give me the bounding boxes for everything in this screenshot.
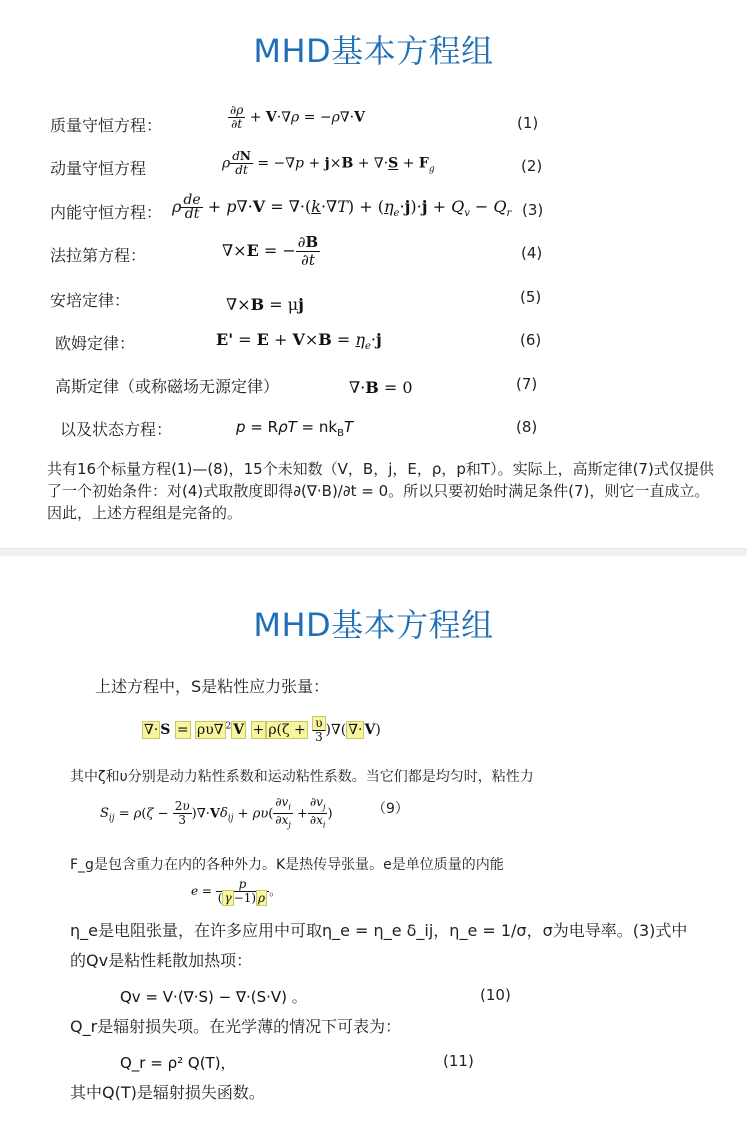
- viscous-equation: ∇· S = ρυ∇ $^2$ V + ρ(ζ + $\frac{\upsilon}{3}$ )∇( ∇· V): [144, 716, 381, 744]
- equation-number: (2): [521, 157, 543, 175]
- equation-ohm: $E' = E + V\times B = \eta_e\cdot j$: [216, 330, 382, 353]
- equation-ampere: ∇×B = μj: [226, 295, 304, 314]
- equation-gauss: ∇·B = 0: [349, 378, 413, 397]
- row-label-faraday: 法拉第方程：: [50, 246, 147, 265]
- coefficient-text: 其中ζ和υ分别是动力粘性系数和运动粘性系数。当它们都是均匀时，粘性力: [70, 769, 534, 785]
- equation-number: (6): [520, 331, 542, 349]
- equation-number: (7): [516, 375, 538, 393]
- eta-text-line2: 的Qv是粘性耗散加热项：: [70, 951, 253, 970]
- row-label-ampere: 安培定律：: [50, 291, 131, 310]
- equation-number: （9）: [372, 801, 409, 817]
- row-label-state: 以及状态方程：: [60, 420, 173, 439]
- equation-number: (4): [521, 244, 543, 262]
- equation-energy: ρ $\frac{de}{dt}$ + $p\nabla\cdot V = \nabla\cdot(k\cdot\nabla T) + (\eta_e\cdot j)\cdot j + Q_v - Q_r$: [172, 192, 512, 222]
- final-text: 其中Q(T)是辐射损失函数。: [70, 1083, 265, 1102]
- slide-title: MHD基本方程组: [253, 32, 494, 70]
- sij-equation: $S_{ij} = \rho(\zeta$ − $\frac{2\upsilon}{3}$ )$\nabla\cdot V\delta_{ij} + \rho\upsilon$( $\frac{\partial v_i}{\partial x_j}$ + $\frac{\partial v_j}{\partial x_i}$ ): [100, 795, 333, 830]
- equation-number: (10): [480, 986, 511, 1004]
- slide-1: [0, 0, 747, 548]
- equation-faraday: ∇×E = − $\frac{\partial B}{\partial t}$: [222, 233, 319, 269]
- qr-equation: Q_r = ρ² Q(T)，: [120, 1054, 236, 1072]
- summary-paragraph: 共有16个标量方程(1)—(8)，15个未知数（V，B，j，E，ρ，p和T）。实际上，高斯定律(7)式仅提供了一个初始条件：对(4)式取散度即得∂(∇·B)/∂t = 0。所以只要初始时满足条件(7)，则它一直成立。因此，上述方程组是完备的。: [47, 460, 714, 522]
- eta-text-line1: η_e是电阻张量，在许多应用中可取η_e = η_e δ_ij，η_e = 1/σ，σ为电导率。(3)式中: [70, 921, 688, 940]
- slide-title: MHD基本方程组: [253, 606, 494, 644]
- equation-number: (1): [517, 114, 539, 132]
- qr-text: Q_r是辐射损失项。在光学薄的情况下可表为：: [70, 1017, 402, 1036]
- row-label-energy: 内能守恒方程：: [50, 203, 163, 222]
- equation-number: (8): [516, 418, 538, 436]
- row-label-gauss: 高斯定律（或称磁场无源定律）: [55, 377, 280, 396]
- equation-mass: $\frac{\partial\rho}{\partial t}$ + V·∇ρ = −ρ∇·V: [230, 103, 365, 131]
- equation-state: $p = R\rho T = nk_BT$: [236, 418, 354, 439]
- equation-momentum: ρ $\frac{dN}{dt}$ = $-\nabla p + j\times B + \nabla\cdot S + F_g$: [222, 149, 435, 177]
- row-label-mass: 质量守恒方程：: [50, 116, 163, 135]
- equation-number: (5): [520, 288, 542, 306]
- equation-number: (11): [443, 1052, 474, 1070]
- row-label-momentum: 动量守恒方程: [50, 159, 147, 178]
- qv-equation: Qv = V·(∇·S) − ∇·(S·V) 。: [120, 988, 307, 1006]
- intro-text: 上述方程中，S是粘性应力张量：: [95, 677, 330, 696]
- slide-2: [0, 556, 747, 1125]
- fg-text: F_g是包含重力在内的各种外力。K是热传导张量。e是单位质量的内能: [70, 857, 504, 873]
- equation-number: (3): [522, 201, 544, 219]
- internal-energy-equation: e = $\frac{p}{( \gamma -1) \rho}$ 。: [191, 877, 282, 905]
- row-label-ohm: 欧姆定律：: [55, 334, 136, 353]
